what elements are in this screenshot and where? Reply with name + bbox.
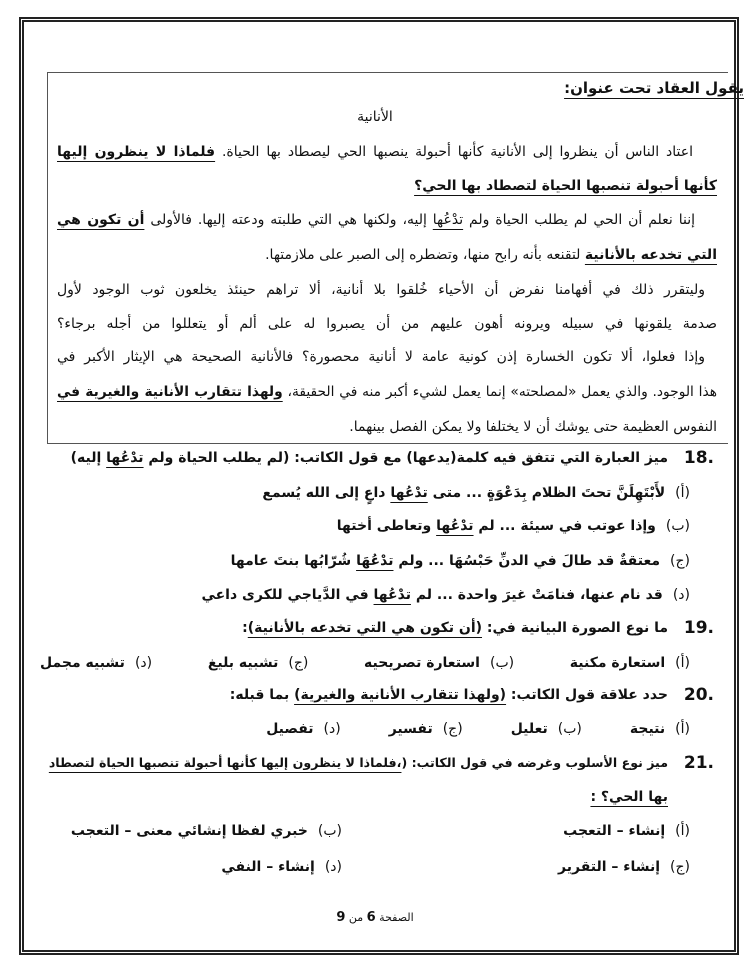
option-letter: (د)	[672, 587, 690, 603]
option-letter: (أ)	[675, 485, 690, 501]
question-stem	[242, 617, 668, 639]
passage-line	[57, 313, 717, 335]
text-segment: اعتاد الناس أن ينظروا إلى الأنانية كأنها أحبولة ينصبها الحي ليصطاد بها الحياة.	[215, 144, 693, 160]
text-segment: إننا نعلم أن الحي لم يطلب الحياة ولم	[463, 212, 695, 228]
text-segment: إليه)	[70, 450, 107, 466]
text-segment: نتيجة	[629, 721, 666, 737]
text-segment: خبري لفظا إنشائي معنى – التعجب	[70, 823, 308, 839]
answer-option[interactable]	[262, 482, 690, 504]
answer-option[interactable]	[390, 820, 690, 842]
answer-options-row	[40, 514, 690, 538]
passage-line	[265, 244, 717, 266]
option-letter: (ب)	[489, 655, 515, 671]
question-stem	[71, 447, 668, 469]
page-footer	[0, 910, 750, 925]
text-segment: إنشاء – التعجب	[563, 823, 666, 839]
question-number: 21.	[683, 753, 714, 773]
underlined-phrase: تدْعُهَا	[356, 553, 394, 569]
answer-option[interactable]	[266, 718, 341, 740]
underlined-phrase: فلماذا لا ينظرون إليها	[57, 144, 216, 160]
passage-line	[57, 141, 693, 163]
text-segment: وإذا فعلوا، ألا تكون الخسارة إذن كونية عامة لا أنانية محصورة؟ فالأنانية الصحيحة هي الإيثار الأكبر في	[57, 349, 705, 365]
text-segment: تفسير	[388, 721, 433, 737]
text-segment: إليه، ولكنها هي التي طلبته ودعته إليها. فالأولى	[144, 212, 433, 228]
text-segment: تفصيل	[266, 721, 314, 737]
underlined-phrase: بها الحي؟ :	[590, 789, 668, 805]
text-segment: النفوس العظيمة حتى يوشك أن لا يختلفا ولا يمكن الفصل بينهما.	[349, 419, 717, 435]
question-number: 19.	[683, 618, 714, 638]
text-segment: هذا الوجود. والذي يعمل «لمصلحته» إنما يعمل لشيء أكبر منه في الحقيقة،	[282, 384, 718, 400]
answer-option[interactable]	[42, 856, 342, 878]
answer-option[interactable]	[231, 550, 690, 572]
option-letter: (ج)	[670, 553, 690, 569]
option-letter: (د)	[323, 721, 341, 737]
question-number: 18.	[683, 448, 714, 468]
option-letter: (ج)	[288, 655, 309, 671]
option-letter: (د)	[134, 655, 153, 671]
answer-option[interactable]	[390, 856, 690, 878]
underlined-phrase: تدْعُها	[106, 450, 144, 466]
underlined-phrase: (ولهذا تتقارب الأنانية والغيرية)	[294, 687, 507, 703]
underlined-phrase: أن تكون هي	[57, 212, 145, 228]
text-segment: تعليل	[510, 721, 548, 737]
option-letter: (أ)	[675, 721, 690, 737]
passage-line	[57, 381, 717, 403]
text-segment: وإذا عوتب في سيئة ... لم	[473, 518, 656, 534]
text-segment: استعارة تصريحيه	[364, 655, 480, 671]
question-stem	[230, 684, 668, 706]
passage-header: يقول العقاد تحت عنوان:	[564, 79, 744, 97]
text-segment: استعارة مكنية	[569, 655, 666, 671]
text-segment: معتقةٌ قد طالَ في الدنِّ حَبْسُهَا ... ولم	[393, 553, 661, 569]
underlined-phrase: كأنها أحبولة تنصبها الحياة لتصطاد بها الحي؟	[414, 178, 717, 194]
footer-of: من	[348, 911, 364, 924]
passage-title: الأنانية	[357, 109, 393, 125]
text-segment: وتعاطى أختها	[336, 518, 437, 534]
text-segment: :	[242, 620, 248, 636]
answer-option[interactable]	[389, 718, 463, 740]
option-letter: (ب)	[665, 518, 690, 534]
option-letter: (ج)	[442, 721, 463, 737]
answer-option[interactable]	[364, 652, 514, 674]
text-segment: في الدَّياجي للكرى داعي	[201, 587, 374, 603]
text-segment: داعٍ إلى الله يُسمع	[262, 485, 391, 501]
text-segment: قد نام عنها، فنامَتْ غيرَ واحدة ... لم	[410, 587, 663, 603]
text-segment: إنشاء – النفي	[221, 859, 315, 875]
text-segment: وليتقرر ذلك في أفهامنا نفرض أن الأحياء خُلقوا بلا أنانية، ألا تراهم حينئذ يخلعون ثوب الوجود لأول	[57, 282, 705, 298]
question-number: 20.	[683, 685, 714, 705]
option-letter: (ج)	[670, 859, 690, 875]
option-letter: (ب)	[317, 823, 342, 839]
passage-line	[57, 346, 705, 368]
answer-option[interactable]	[337, 515, 690, 537]
text-segment: ميز العبارة التي تتفق فيه كلمة(يدعها) مع قول الكاتب: (لم يطلب الحياة ولم	[143, 450, 668, 466]
footer-page: 6	[366, 910, 376, 925]
answer-options-row	[40, 855, 690, 879]
question-stem	[49, 752, 668, 774]
answer-options-row	[40, 583, 690, 607]
text-segment: صدمة يلقونها في سبيله ويرونه أهون عليهم من أن يصبروا له على ألم أو يتعللوا من أجله برجاء؟	[57, 316, 717, 332]
text-segment: حدد علاقة قول الكاتب:	[506, 687, 668, 703]
underlined-phrase: ،فلماذا لا ينظرون إليها كأنها أحبولة تنصبها الحياة لتصطاد	[48, 755, 402, 770]
underlined-phrase: (أن تكون هي التي تخدعه بالأنانية)	[247, 620, 483, 636]
footer-total: 9	[336, 910, 346, 925]
text-segment: لتقنعه بأنه رابح منها، وتضطره إلى الصبر على ملازمتها.	[265, 247, 585, 263]
text-segment: ما نوع الصورة البيانية في:	[482, 620, 668, 636]
option-letter: (ب)	[557, 721, 582, 737]
answer-option[interactable]	[42, 820, 342, 842]
underlined-phrase: تدْعُها	[390, 485, 428, 501]
answer-options-row	[40, 651, 690, 675]
answer-options-row	[40, 717, 690, 741]
option-letter: (د)	[324, 859, 342, 875]
answer-option[interactable]	[40, 652, 152, 674]
passage-line	[414, 175, 717, 197]
passage-line	[57, 209, 695, 231]
answer-options-row	[40, 819, 690, 843]
text-segment: تشبيه مجمل	[40, 655, 125, 671]
text-segment: شُرّابُها بنتَ عامها	[230, 553, 357, 569]
underlined-phrase: تدْعُها	[373, 587, 411, 603]
passage-line	[349, 416, 717, 438]
answer-options-row	[40, 549, 690, 573]
underlined-phrase: تدْعُها	[436, 518, 474, 534]
answer-option[interactable]	[630, 718, 690, 740]
text-segment: لأَبْتَهِلَنَّ تحتَ الظلام بِدَعْوَةٍ ... متى	[427, 485, 666, 501]
answer-option[interactable]	[201, 584, 690, 606]
underlined-phrase: التي تخدعه بالأنانية	[584, 247, 717, 263]
answer-option[interactable]	[570, 652, 690, 674]
text-segment: ميز نوع الأسلوب وغرضه في قول الكاتب: (	[401, 755, 668, 770]
answer-options-row	[40, 481, 690, 505]
option-letter: (أ)	[675, 655, 690, 671]
text-segment: بما قبله:	[229, 687, 295, 703]
option-letter: (أ)	[675, 823, 690, 839]
underlined-phrase: ولهذا تتقارب الأنانية والغيرية في	[57, 384, 283, 400]
answer-option[interactable]	[208, 652, 309, 674]
footer-label: الصفحة	[379, 911, 414, 924]
passage-line	[57, 279, 705, 301]
answer-option[interactable]	[511, 718, 582, 740]
underlined-phrase: تدْعُها	[432, 212, 464, 228]
text-segment: تشبيه بليغ	[207, 655, 279, 671]
text-segment: إنشاء – التقرير	[558, 859, 661, 875]
question-stem-continued	[590, 786, 668, 808]
